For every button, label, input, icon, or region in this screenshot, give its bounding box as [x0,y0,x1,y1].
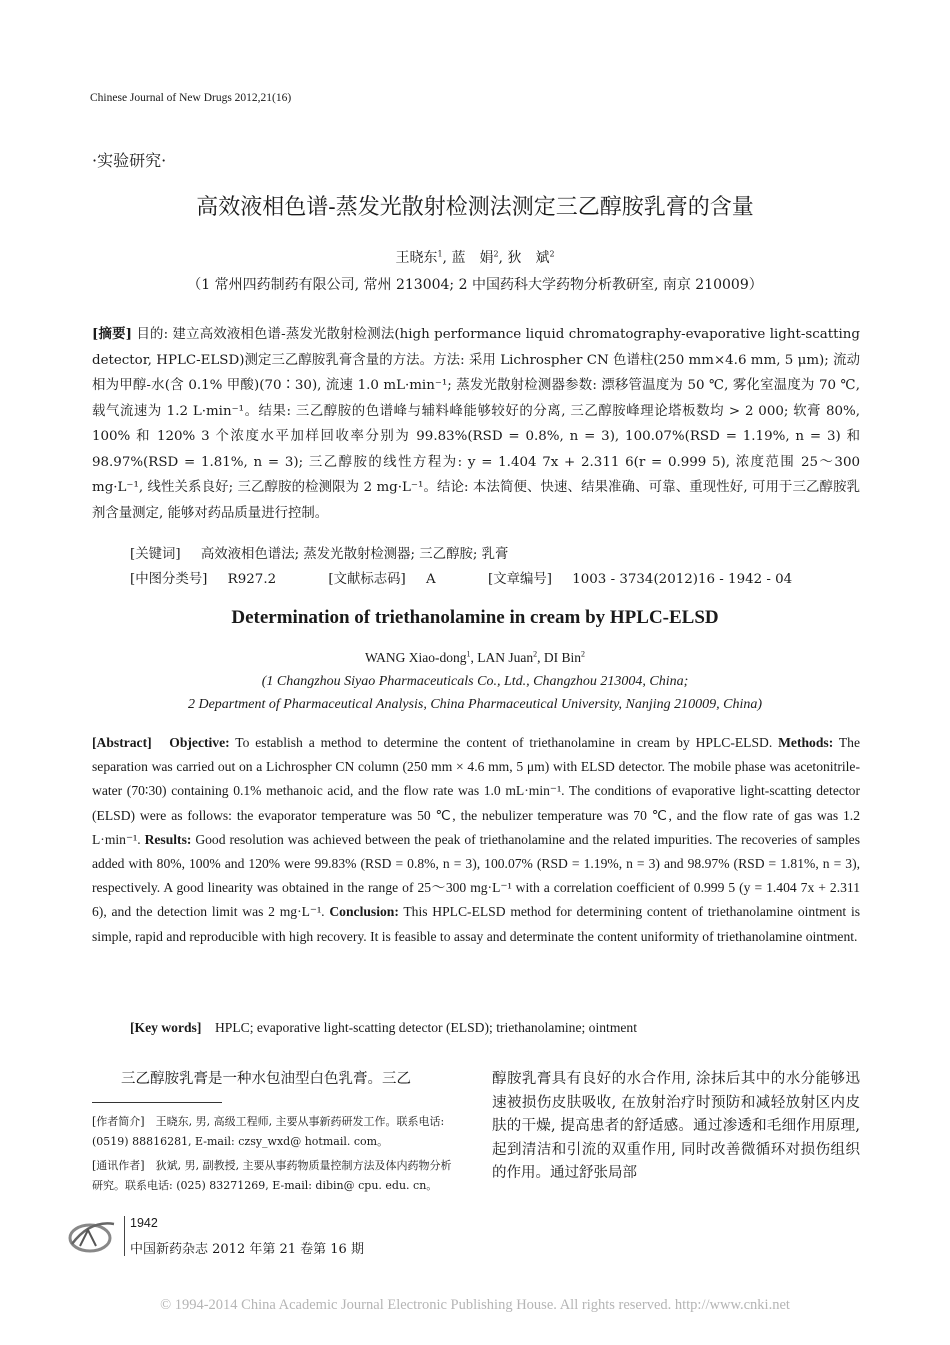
abstract-en [92,731,860,949]
methods-text: The separation was carried out on a Lichrospher CN column (250 mm × 4.6 mm, 5 μm) with ELSD detector. The mobile phase was acetonitrile-water (70∶30) containing 0.1% methanoic acid, and the flow rate was 1.0 mL·min⁻¹. The conditions of evaporative light-scatting detector (ELSD) were as follows: the evaporator temperature was 50 ℃, the nebulizer temperature was 70 ℃, and the flow rate of gas was 1.2 L·min⁻¹. [92,735,860,847]
author-name: 狄 斌 [507,250,550,266]
author-sup: 2 [533,649,538,659]
affiliation-en-2: 2 Department of Pharmaceutical Analysis, China Pharmaceutical University, Nanjing 210009, China) [187,697,763,712]
objective-label: Objective: [169,735,230,750]
author-sup: 2 [549,249,555,259]
conclusion-label: Conclusion: [329,904,399,920]
affiliation-en-1: (1 Changzhou Siyao Pharmaceuticals Co., Ltd., Changzhou 213004, China; [261,674,689,689]
running-head: Chinese Journal of New Drugs 2012,21(16) [90,92,292,104]
page-number: 1942 [130,1216,158,1230]
abstract-en-label: [Abstract] [92,735,152,750]
results-text: Good resolution was achieved between the peak of triethanolamine and the related impurities. The recoveries of samples added with 80%, 100% and 120% were 99.83% (RSD = 0.8%, n = 3), 100.07% (RSD = 1.19%, n = 3) and 98.97% (RSD = 1.81%, n = 3), respectively. A good linearity was obtained in the range of 25～300 mg·L⁻¹ with a correlation coefficient of 0.999 5 (y = 1.404 7x + 2.311 6), and the detection limit was 2 mg·L⁻¹. [92,831,860,920]
copyright-watermark: © 1994-2014 China Academic Journal Electronic Publishing House. All rights reserved. http://www.cnki.net [160,1297,790,1313]
id-value: 1003 - 3734(2012)16 - 1942 - 04 [572,572,793,587]
journal-issue-line: 中国新药杂志 2012 年第 21 卷第 16 期 [130,1242,364,1257]
authors-cn [0,247,950,267]
body-column-left: 三乙醇胺乳膏是一种水包油型白色乳膏。三乙 [121,1071,411,1087]
abstract-cn-text: 目的: 建立高效液相色谱-蒸发光散射检测法(high performance liquid chromatography-evaporative light-scatting detector, HPLC-ELSD)测定三乙醇胺乳膏含量的方法。方法: 采用 Lichrospher CN 色谱柱(250 mm×4.6 mm, 5 μm); 流动相为甲醇-水(含 0.1% 甲酸)(70∶30), 流速 1.0 mL·min⁻¹; 蒸发光散射检测器参数: 漂移管温度为 50 ℃, 雾化室温度为 70 ℃, 载气流速为 1.2 L·min⁻¹。结果: 三乙醇胺的色谱峰与辅料峰能够较好的分离, 三乙醇胺峰理论塔板数均 > 2 000; 软膏 80%, 100% 和 120% 3 个浓度水平加样回收率分别为 99.83%(RSD = 0.8%, n = 3), 100.07%(RSD = 1.19%, n = 3) 和 98.97%(RSD = 1.81%, n = 3); 三乙醇胺的线性方程为: y = 1.404 7x + 2.311 6(r = 0.999 5), 浓度范围 25～300 mg·L⁻¹, 线性关系良好; 三乙醇胺的检测限为 2 mg·L⁻¹。结论: 本法简便、快速、结果准确、可靠、重现性好, 可用于三乙醇胺乳剂含量测定, 能够对药品质量进行控制。 [92,327,861,521]
classification-line [130,568,792,587]
keywords-cn [130,543,508,562]
results-label: Results: [144,831,192,847]
doc-label: [文献标志码] [328,572,406,587]
keywords-cn-text: 高效液相色谱法; 蒸发光散射检测器; 三乙醇胺; 乳膏 [200,547,509,562]
keywords-en-label: [Key words] [130,1020,202,1035]
author-name: LAN Juan [477,650,534,665]
abstract-cn [92,322,860,526]
author-name: 王晓东 [395,250,438,266]
objective-text: To establish a method to determine the content of triethanolamine in cream by HPLC-ELSD. [229,735,779,750]
keywords-cn-label: [关键词] [130,547,181,562]
affiliation-cn: （1 常州四药制药有限公司, 常州 213004; 2 中国药科大学药物分析教研室, 南京 210009） [187,277,763,293]
footnote-divider [92,1102,222,1103]
author-name: 蓝 娟 [451,250,494,266]
id-label: [文章编号] [487,572,552,587]
author-name: DI Bin [543,650,582,665]
author-sup: 2 [493,249,499,259]
author-separator: , [498,250,508,266]
footnote-corresponding: [通讯作者] 狄斌, 男, 副教授, 主要从事药物质量控制方法及体内药物分析研究。联系电话: (025) 83271269, E-mail: dibin@ cpu. edu. cn。 [92,1159,452,1192]
author-separator: , [537,650,544,665]
clc-value: R927.2 [227,572,277,587]
author-sup: 1 [437,249,443,259]
footer-divider [124,1216,125,1256]
footnote-author: [作者简介] 王晓东, 男, 高级工程师, 主要从事新药研发工作。联系电话: (0519) 88816281, E-mail: czsy_wxd@ hotmail. com。 [92,1115,445,1148]
keywords-en-text: HPLC; evaporative light-scatting detector (ELSD); triethanolamine; ointment [214,1020,638,1035]
author-separator: , [442,250,452,266]
author-name: WANG Xiao-dong [364,650,467,665]
methods-label: Methods: [778,735,834,750]
body-column-right: 醇胺乳膏具有良好的水合作用, 涂抹后其中的水分能够迅速被损伤皮肤吸收, 在放射治疗时预防和减轻放射区内皮肤的干燥, 提高患者的舒适感。通过渗透和毛细作用原理, 起到清洁和引流的双重作用, 同时改善微循环对损伤组织的作用。通过舒张局部 [492,1071,860,1181]
article-title-cn: 高效液相色谱-蒸发光散射检测法测定三乙醇胺乳膏的含量 [196,195,754,220]
author-separator: , [470,650,478,665]
keywords-en [130,1020,637,1036]
author-sup: 1 [466,649,471,659]
conclusion-text: This HPLC-ELSD method for determining content of triethanolamine ointment is simple, rapid and reproducible with high recovery. It is feasible to assay and determinate the content uniformity of triethanolamine ointment. [92,904,861,944]
journal-logo-icon [66,1214,118,1256]
section-label: ·实验研究· [92,151,167,170]
article-title-en: Determination of triethanolamine in cream by HPLC-ELSD [231,607,719,628]
doc-value: A [426,572,436,587]
author-sup: 2 [581,649,586,659]
authors-en [0,650,950,666]
clc-label: [中图分类号] [130,572,208,587]
abstract-cn-label: [摘要] [92,326,132,342]
